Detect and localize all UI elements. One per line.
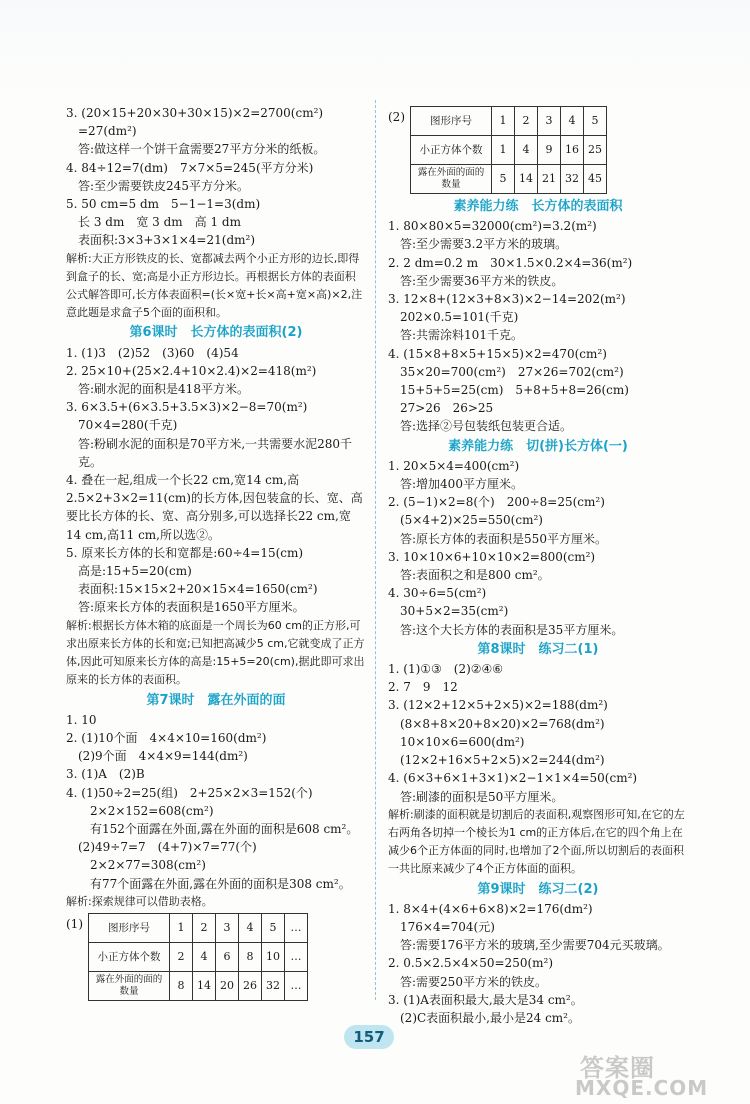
answer-line: 2×2×77=308(cm²) (90, 858, 206, 873)
table-cell: 2 (170, 942, 193, 971)
answer-line: (5×4+2)×25=550(cm²) (400, 513, 543, 528)
pattern-table-block (66, 911, 366, 1003)
table-row-header: 图形序号 (411, 107, 492, 136)
table-cell: 3 (538, 107, 561, 136)
table-cell: 4 (193, 942, 216, 971)
answer-line: 176×4=704(元) (400, 919, 495, 934)
answer-line: 2. 7 9 12 (388, 680, 458, 695)
answer-line: 4. (15×8+8×5+15×5)×2=470(cm²) (388, 346, 607, 361)
answer-line: 答:至少需要铁皮245平方分米。 (78, 178, 249, 193)
pattern-table (410, 106, 607, 194)
answer-line: 5. 原来长方体的长和宽都是:60÷4=15(cm) (66, 545, 304, 560)
answer-line: 答:需要176平方米的玻璃,至少需要704元买玻璃。 (400, 938, 670, 953)
answer-line: 4. (6×3+6×1+3×1)×2−1×1×4=50(cm²) (388, 771, 638, 786)
answer-line: 4. (1)50÷2=25(组) 2+25×2×3=152(个) (66, 785, 313, 800)
answer-line: (8×8+8×20+8×20)×2=768(dm²) (400, 716, 605, 731)
answer-line: 3. (12×2+12×5+2×5)×2=188(dm²) (388, 698, 608, 713)
answer-line: 30+5×2=35(cm²) (400, 604, 509, 619)
table-cell: 8 (170, 971, 193, 1000)
answer-line: 答:做这样一个饼干盒需要27平方分米的纸板。 (78, 142, 326, 157)
answer-line: 表面积:3×3+3×1×4=21(dm²) (78, 233, 255, 248)
table-row (89, 942, 308, 971)
analysis-text: 解析:刷漆的面积就是切割后的表面积,观察图形可知,在它的左右两角各切掉一个棱长为1 cm的正方体后,在它的四个角上在减少6个正方体面的同时,也增加了2个面,所以切割后的表面积一共比原来减少了4个正方体面的面积。 (388, 807, 685, 876)
table-cell: … (285, 913, 308, 942)
table-cell: 1 (492, 107, 515, 136)
table-cell: 25 (584, 136, 607, 165)
analysis-text: 解析:大正方形铁皮的长、宽都减去两个小正方形的边长,即得到盒子的长、宽;高是小正方形边长。再根据长方体的表面积公式解答即可,长方体表面积=(长×宽+长×高+宽×高)×2,注意此题是求盒子5个面的面积和。 (66, 251, 363, 320)
table-cell: 2 (193, 913, 216, 942)
answer-line: 答:增加400平方厘米。 (400, 477, 523, 492)
watermark-url: MXQE.COM (575, 1076, 709, 1100)
answer-line: 答:需要250平方米的铁皮。 (400, 974, 547, 989)
answer-line: 202×0.5=101(千克) (400, 310, 519, 325)
answer-line: 表面积:15×15×2+20×15×4=1650(cm²) (78, 582, 318, 597)
section-heading: 素养能力练 切(拼)长方体(一) (448, 438, 628, 454)
answer-line: 1. 8×4+(4×6+6×8)×2=176(dm²) (388, 901, 593, 916)
answer-line: (2)9个面 4×4×9=144(dm²) (78, 749, 248, 764)
answer-line: 答:粉刷水泥的面积是70平方米,一共需要水泥280千克。 (78, 436, 353, 469)
answer-line: 10×10×6=600(dm²) (400, 734, 525, 749)
answer-line: 1. (1)①③ (2)②④⑥ (388, 662, 504, 677)
answer-line: 4. 84÷12=7(dm) 7×7×5=245(平方分米) (66, 160, 314, 175)
table-cell: 3 (216, 913, 239, 942)
pattern-table (88, 913, 308, 1001)
answer-line: 1. 80×80×5=32000(cm²)=3.2(m²) (388, 219, 597, 234)
answer-line: 2. 25×10+(25×2.4+10×2.4)×2=418(m²) (66, 363, 317, 378)
section-heading: 第9课时 练习二(2) (477, 881, 599, 897)
answer-line: (12×2+16×5+2×5)×2=244(dm²) (400, 753, 605, 768)
table-cell: 20 (216, 971, 239, 1000)
table-cell: 1 (492, 136, 515, 165)
table-cell: 16 (561, 136, 584, 165)
analysis-text: 解析:根据长方体木箱的底面是一个周长为60 cm的正方形,可求出原来长方体的长和宽;已知把高减少5 cm,它就变成了正方体,因此可知原来长方体的高是:15+5=20(cm),据此即可求出原来的长方体的表面积。 (66, 618, 365, 687)
table-cell: 2 (515, 107, 538, 136)
analysis-text: 解析:探索规律可以借助表格。 (66, 894, 213, 908)
table-row-header: 小正方体个数 (89, 942, 170, 971)
answer-line: 答:至少需要36平方米的铁皮。 (400, 273, 564, 288)
table-cell: … (285, 971, 308, 1000)
answer-line: 3. (1)A (2)B (66, 767, 145, 782)
answer-line: 15+5+5=25(cm) 5+8+5+8=26(cm) (400, 383, 629, 398)
table-row (411, 107, 607, 136)
answer-line: 1. (1)3 (2)52 (3)60 (4)54 (66, 345, 239, 360)
answer-line: 长 3 dm 宽 3 dm 高 1 dm (78, 215, 241, 230)
answer-line: 答:原长方体的表面积是550平方厘米。 (400, 531, 607, 546)
table-cell: 6 (216, 942, 239, 971)
answer-line: 4. 30÷6=5(cm²) (388, 586, 487, 601)
answer-line: 有152个面露在外面,露在外面的面积是608 cm²。 (90, 821, 359, 836)
answer-line: 2. (1)10个面 4×4×10=160(dm²) (66, 730, 267, 745)
table-cell: 21 (538, 165, 561, 194)
column-divider (375, 100, 376, 1000)
table-cell: 4 (515, 136, 538, 165)
answer-line: 70×4=280(千克) (78, 418, 178, 433)
section-heading: 素养能力练 长方体的表面积 (453, 199, 623, 214)
answer-line: 2. 2 dm=0.2 m 30×1.5×0.2×4=36(m²) (388, 255, 633, 270)
table-cell: 5 (492, 165, 515, 194)
table-row-header: 露在外面的面的数量 (411, 165, 492, 194)
answer-line: 答:选择②号包装纸包装更合适。 (400, 419, 573, 434)
answer-line: =27(dm²) (78, 124, 137, 139)
top-band (0, 0, 750, 95)
answer-line: 2. 0.5×2.5×4×50=250(m²) (388, 956, 554, 971)
pattern-table-block (388, 104, 688, 196)
table-cell: 5 (262, 913, 285, 942)
answer-line: 答:共需涂料101千克。 (400, 328, 523, 343)
table-cell: 14 (193, 971, 216, 1000)
table-cell: 1 (170, 913, 193, 942)
table-cell: 4 (561, 107, 584, 136)
table-cell: 4 (239, 913, 262, 942)
answer-line: 答:至少需要3.2平方米的玻璃。 (400, 237, 568, 252)
watermark-logo: 答案圈 (580, 1054, 655, 1082)
section-heading: 第7课时 露在外面的面 (146, 692, 286, 708)
table-cell: 26 (239, 971, 262, 1000)
table-row (411, 165, 607, 194)
table-row (411, 136, 607, 165)
table-cell: 45 (584, 165, 607, 194)
answer-line: 2×2×152=608(cm²) (90, 803, 214, 818)
table-row-header: 小正方体个数 (411, 136, 492, 165)
answer-line: 1. 10 (66, 712, 97, 727)
answer-line: 3. 12×8+(12×3+8×3)×2−14=202(m²) (388, 292, 626, 307)
page-number: 157 (344, 1025, 394, 1049)
table-cell: 32 (262, 971, 285, 1000)
answer-line: 有77个面露在外面,露在外面的面积是308 cm²。 (90, 876, 351, 891)
table-label: (1) (66, 916, 83, 931)
table-cell: 10 (262, 942, 285, 971)
table-row-header: 露在外面的面的数量 (89, 971, 170, 1000)
answer-line: 高是:15+5=20(cm) (78, 564, 192, 579)
table-cell: … (285, 942, 308, 971)
table-row (89, 913, 308, 942)
section-heading: 第6课时 长方体的表面积(2) (129, 325, 303, 341)
answer-line: 1. 20×5×4=400(cm²) (388, 458, 520, 473)
table-label: (2) (388, 110, 405, 124)
answer-line: 答:刷漆的面积是50平方厘米。 (400, 789, 564, 804)
table-cell: 14 (515, 165, 538, 194)
answer-line: 4. 叠在一起,组成一个长22 cm,宽14 cm,高2.5×2+3×2=11(cm)的长方体,因包装盒的长、宽、高要比长方体的长、宽、高分别多,可以选择长22 cm,宽14 cm,高11 cm,所以选②。 (66, 473, 363, 542)
table-cell: 32 (561, 165, 584, 194)
table-cell: 9 (538, 136, 561, 165)
table-row (89, 971, 308, 1000)
section-heading: 第8课时 练习二(1) (477, 641, 599, 657)
table-cell: 5 (584, 107, 607, 136)
answer-line: 答:刷水泥的面积是418平方米。 (78, 382, 249, 397)
answer-line: (2)49÷7=7 (4+7)×7=77(个) (78, 840, 257, 855)
answer-line: 3. 10×10×6+10×10×2=800(cm²) (388, 549, 596, 564)
answer-line: 3. (20×15+20×30+30×15)×2=2700(cm²) (66, 106, 324, 120)
right-column (388, 104, 688, 1027)
left-column (66, 104, 366, 1003)
answer-line: (2)C表面积最小,最小是24 cm²。 (400, 1010, 580, 1025)
answer-line: 3. (1)A表面积最大,最大是34 cm²。 (388, 992, 583, 1007)
answer-line: 35×20=700(cm²) 27×26=702(cm²) (400, 364, 624, 379)
answer-line: 答:原来长方体的表面积是1650平方厘米。 (78, 600, 305, 615)
answer-line: 5. 50 cm=5 dm 5−1−1=3(dm) (66, 197, 261, 212)
answer-line: 答:这个大长方体的表面积是35平方厘米。 (400, 622, 624, 637)
table-cell: 8 (239, 942, 262, 971)
table-row-header: 图形序号 (89, 913, 170, 942)
answer-line: 27>26 26>25 (400, 401, 494, 416)
answer-line: 答:表面积之和是800 cm²。 (400, 568, 550, 583)
answer-line: 2. (5−1)×2=8(个) 200÷8=25(cm²) (388, 495, 605, 510)
answer-line: 3. 6×3.5+(6×3.5+3.5×3)×2−8=70(m²) (66, 400, 308, 415)
